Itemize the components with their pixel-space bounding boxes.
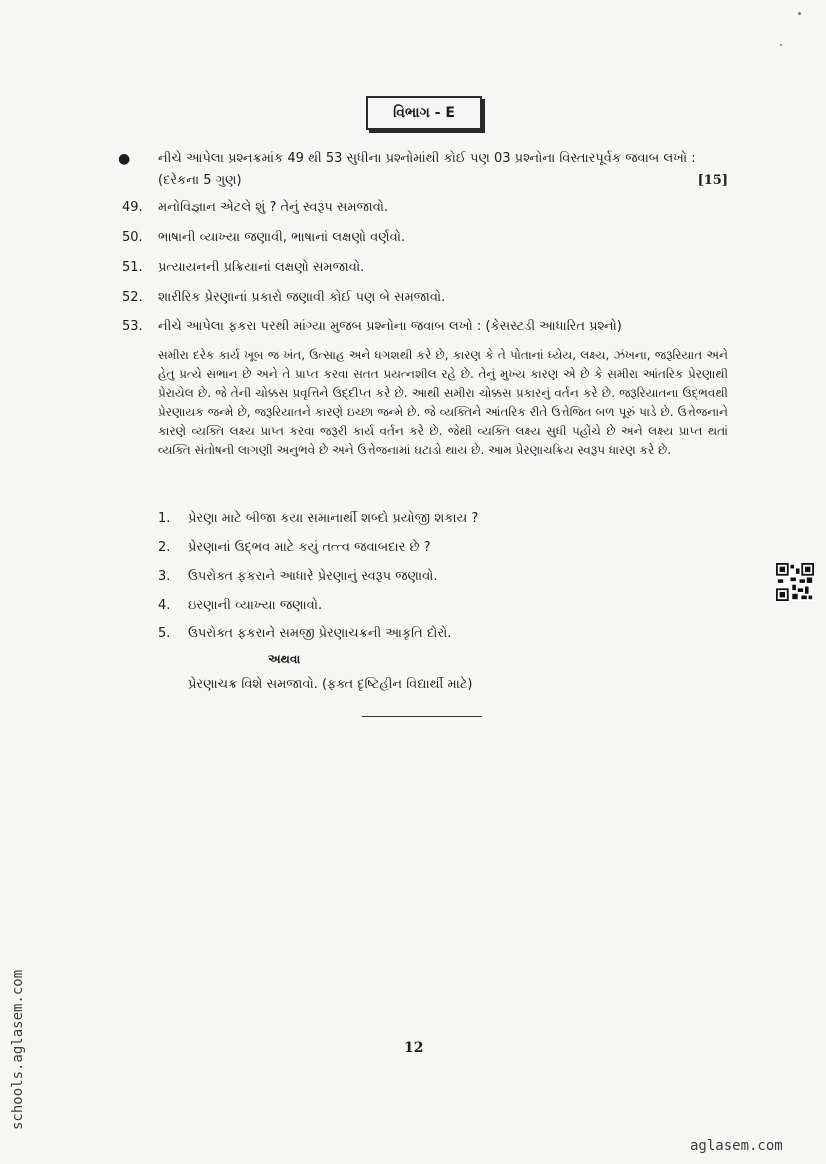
sub-question-1: [158, 510, 478, 528]
sub-question-text: પ્રેરણાનાં ઉદ્ભવ માટે કયું તત્ત્વ જવાબદાર છે ?: [188, 540, 431, 555]
question-text: નીચે આપેલા ફકરા પરથી માંગ્યા મુજબ પ્રશ્નોના જવાબ લખો : (કેસસ્ટડી આધારિત પ્રશ્નો): [158, 319, 622, 334]
sub-question-5: [158, 625, 451, 643]
sub-question-number: 5.: [158, 626, 171, 641]
sub-question-text: ઉપરોક્ત ફકરાને આધારે પ્રેરણાનું સ્વરૂપ જણાવો.: [188, 569, 438, 584]
bullet-icon: ●: [118, 151, 131, 167]
end-divider: [362, 716, 482, 717]
question-number: 50.: [122, 230, 143, 245]
question-49: [122, 199, 388, 217]
question-text: શારીરિક પ્રેરણાનાં પ્રકારો જણાવી કોઈ પણ બે સમજાવો.: [158, 290, 446, 305]
scan-speck: [798, 12, 801, 15]
sub-question-3: [158, 568, 438, 586]
watermark-left: schools.aglasem.com: [10, 969, 26, 1130]
question-text: મનોવિજ્ઞાન એટલે શું ? તેનું સ્વરૂપ સમજાવો.: [158, 200, 389, 215]
question-number: 51.: [122, 260, 143, 275]
page-number: 12: [404, 1040, 424, 1056]
sub-question-number: 3.: [158, 569, 171, 584]
sub-question-text: ઇરણાની વ્યાખ્યા જણાવો.: [188, 598, 323, 613]
sub-question-2: [158, 539, 431, 557]
question-number: 53.: [122, 319, 143, 334]
instruction-block: [118, 148, 728, 192]
question-number: 49.: [122, 200, 143, 215]
question-50: [122, 229, 405, 247]
sub-question-text: ઉપરોક્ત ફકરાને સમજી પ્રેરણાચક્રની આકૃતિ દોરો.: [188, 626, 452, 641]
sub-question-text: પ્રેરણા માટે બીજા કયા સમાનાર્થી શબ્દો પ્રયોજી શકાય ?: [188, 511, 479, 526]
sub-question-number: 1.: [158, 511, 171, 526]
sub-question-number: 2.: [158, 540, 171, 555]
watermark-right: aglasem.com: [690, 1138, 783, 1154]
sub-question-4: [158, 597, 322, 615]
question-52: [122, 289, 445, 307]
question-text: ભાષાની વ્યાખ્યા જણાવી, ભાષાનાં લક્ષણો વર્ણવો.: [158, 230, 406, 245]
question-number: 52.: [122, 290, 143, 305]
case-study-passage: સમીરા દરેક કાર્ય ખૂબ જ ખંત, ઉત્સાહ અને ધગશથી કરે છે, કારણ કે તે પોતાનાં ધ્યેય, લક્ષ્ય, ઝંખના, જરૂરિયાત અને હેતુ પ્રત્યે સભાન છે અને તે પ્રાપ્ત કરવા સતત પ્રયત્નશીલ રહે છે. તેનું મુખ્ય કારણ એ છે કે સમીરા આંતરિક પ્રેરણાથી પ્રેરાયેલ છે. જે તેની ચોક્કસ પ્રવૃત્તિને ઉદ્દીપ્ત કરે છે. આથી સમીરા ચોક્કસ પ્રકારનું વર્તન કરે છે. જરૂરિયાતના ઉદ્ભવથી પ્રેરણાયક જન્મે છે, જરૂરિયાતને કારણે ઇચ્છા જન્મે છે. જે વ્યક્તિને આંતરિક રીતે ઉત્તેજિત બળ પૂરું પાડે છે. ઉત્તેજનાને કારણે વ્યક્તિ લક્ષ્ય પ્રાપ્ત કરવા જરૂરી કાર્ય વર્તન કરે છે. જેથી વ્યક્તિ લક્ષ્ય સુધી પહોંચે છે અને લક્ષ્ય પ્રાપ્ત થતાં વ્યક્તિ સંતોષની લાગણી અનુભવે છે અને ઉત્તેજનામાં ઘટાડો થાય છે. આમ પ્રેરણાચક્રિય સ્વરૂપ ધારણ કરે છે.: [158, 348, 728, 457]
qr-code-icon: [776, 563, 814, 601]
total-marks: [15]: [697, 173, 728, 188]
section-title: વિભાગ - E: [366, 96, 482, 130]
scan-speck: [780, 44, 782, 46]
instruction-text: નીચે આપેલા પ્રશ્નક્રમાંક 49 થી 53 સુધીના પ્રશ્નોમાંથી કોઈ પણ 03 પ્રશ્નોના વિસ્તારપૂર્વક જવાબ લખો : (દરેકના 5 ગુણ): [158, 151, 696, 188]
question-51: [122, 259, 364, 277]
alternative-question: પ્રેરણાચક્ર વિશે સમજાવો. (ફક્ત દૃષ્ટિહીન વિદ્યાર્થી માટે): [188, 677, 473, 692]
question-53: [122, 318, 622, 336]
or-label: અથવા: [268, 652, 301, 666]
question-text: પ્રત્યાયનની પ્રક્રિયાનાં લક્ષણો સમજાવો.: [158, 260, 365, 275]
sub-question-number: 4.: [158, 598, 171, 613]
